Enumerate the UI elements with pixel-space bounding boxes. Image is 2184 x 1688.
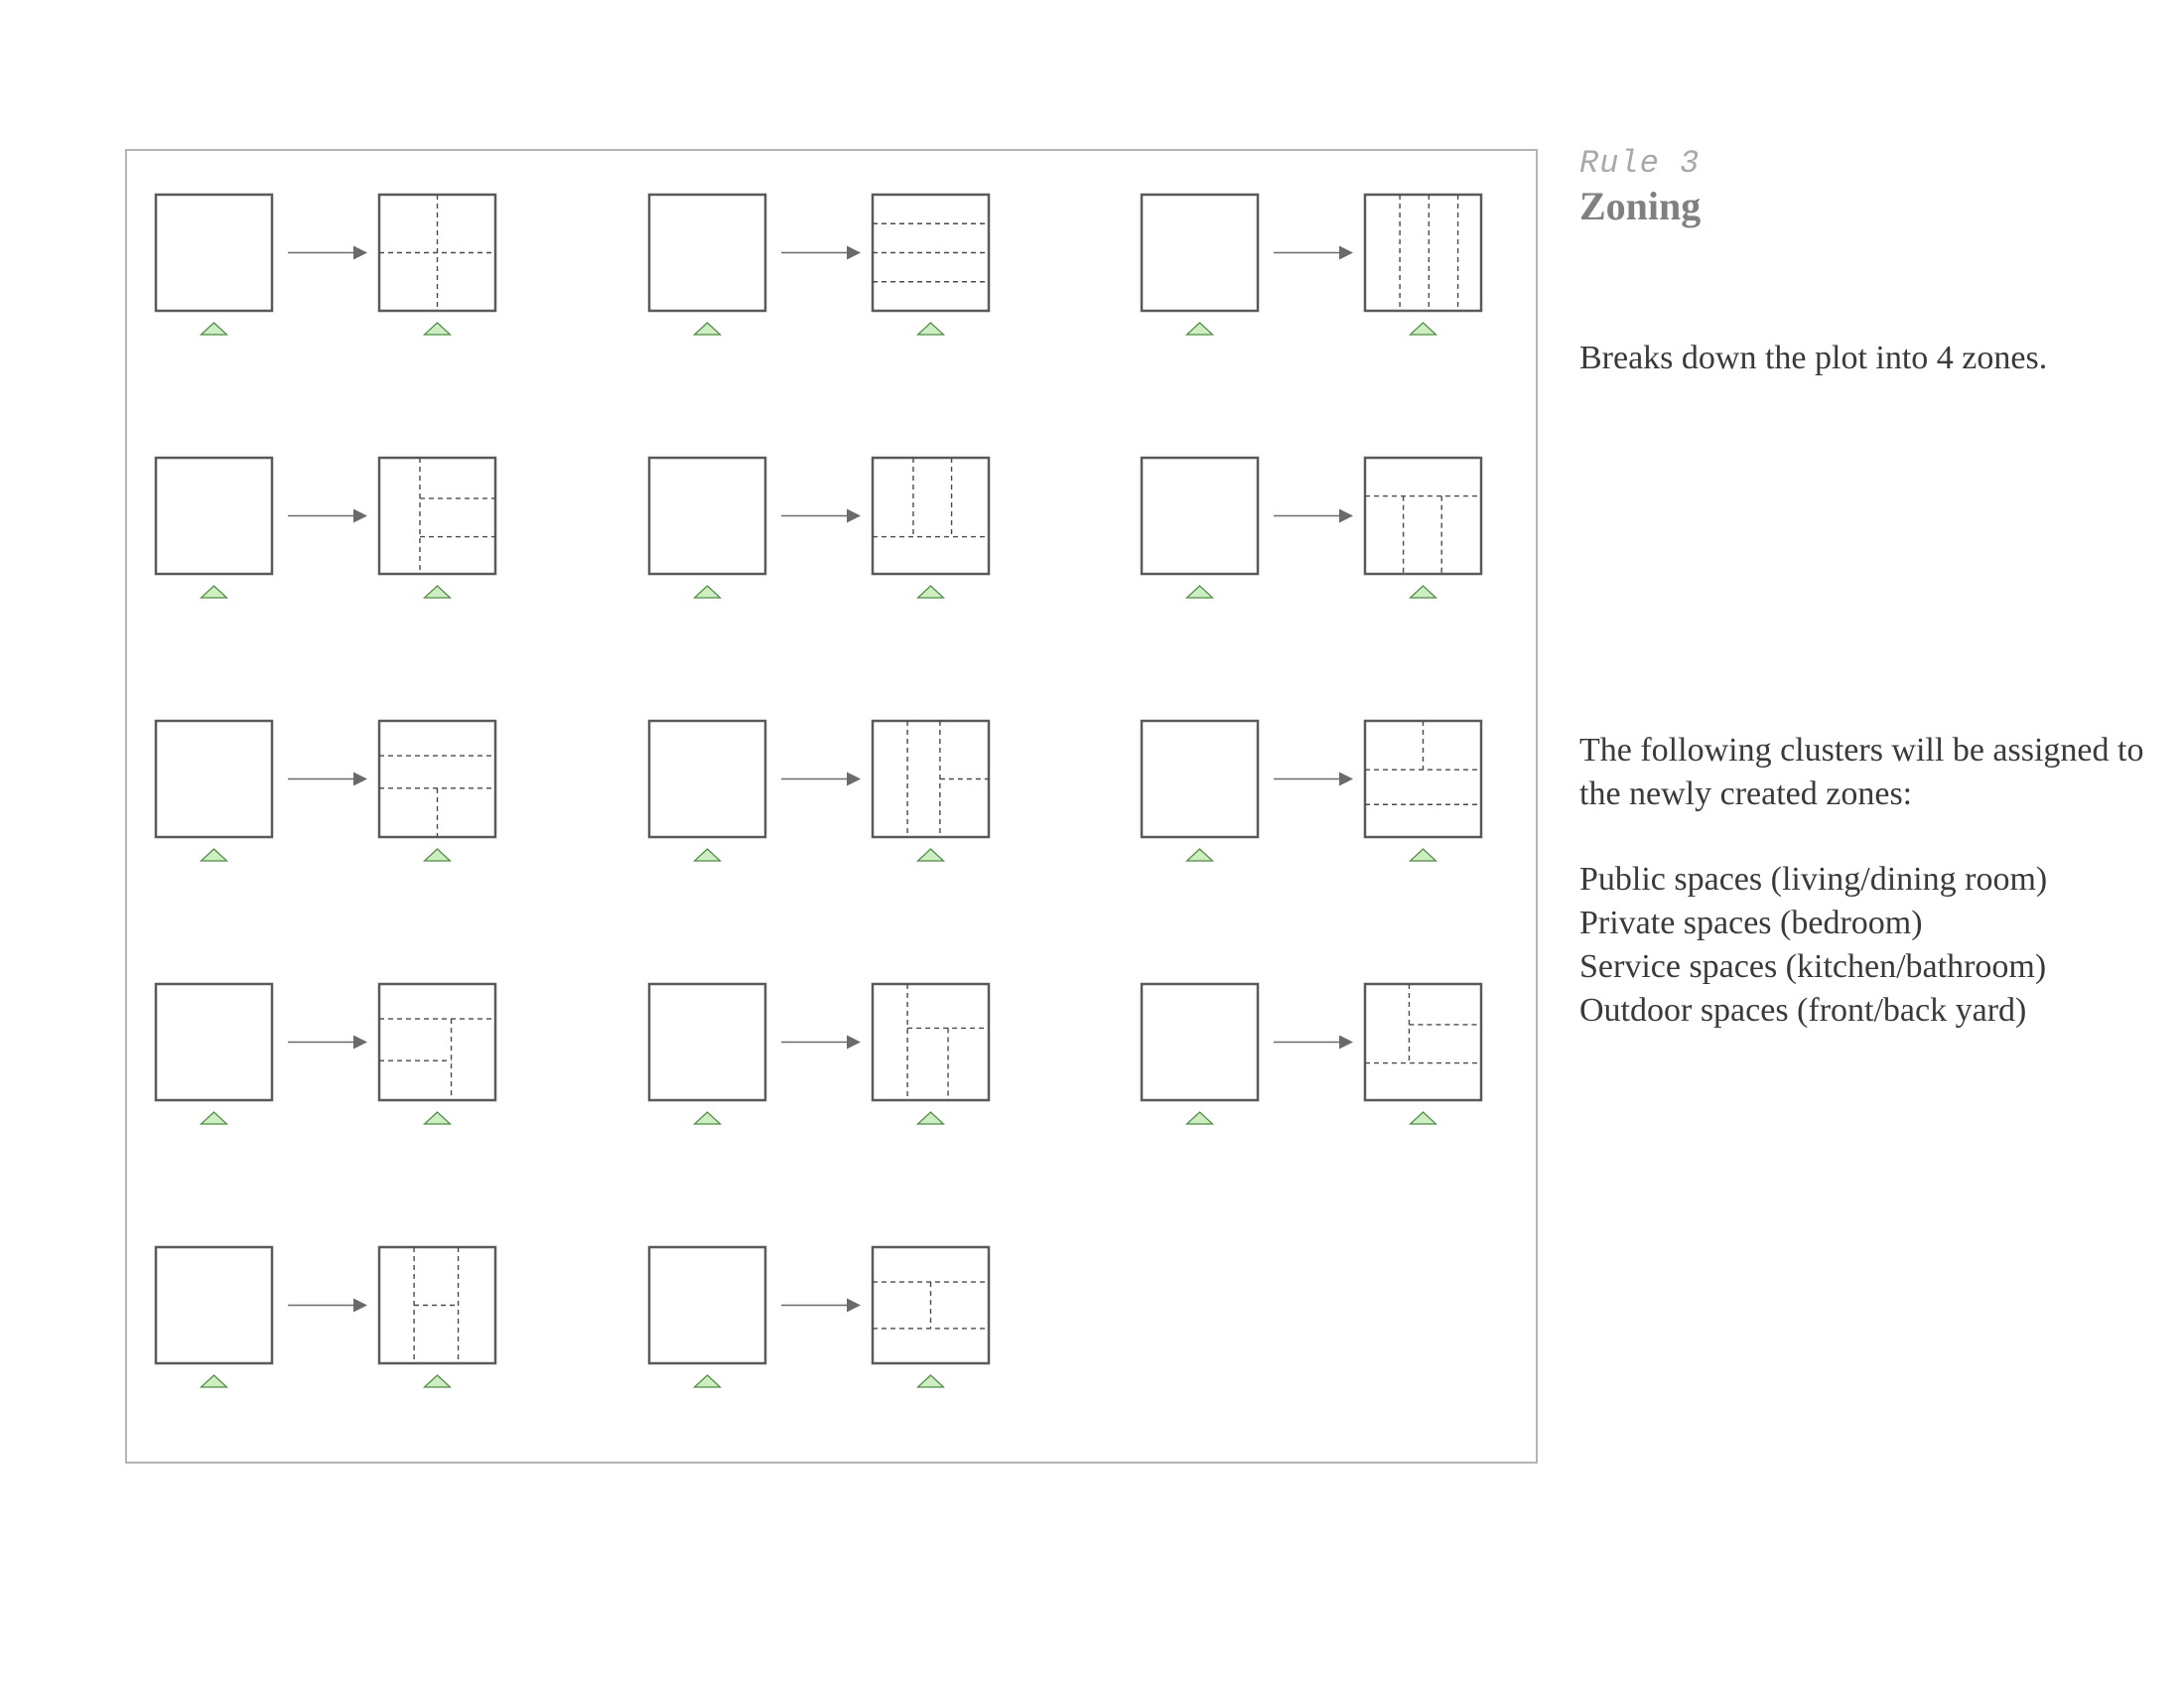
triangle-entrance-icon [695,586,721,598]
triangle-entrance-icon [695,849,721,861]
clusters-list [1579,858,2047,1033]
plot-before-square [649,195,765,311]
plot-before-square [156,458,272,574]
triangle-entrance-icon [425,323,451,335]
arrow-right-icon [847,509,861,523]
arrow-right-icon [353,246,367,260]
plot-after-square [379,1247,495,1363]
triangle-entrance-icon [918,1112,944,1124]
triangle-entrance-icon [1187,586,1213,598]
arrow-right-icon [1339,1036,1353,1050]
plot-before-square [649,984,765,1100]
plot-after-square [873,458,989,574]
cluster-item-private: Private spaces (bedroom) [1579,905,1923,941]
plot-before-square [156,195,272,311]
arrow-right-icon [1339,509,1353,523]
triangle-entrance-icon [1187,849,1213,861]
triangle-entrance-icon [1411,849,1436,861]
plot-after-square [873,984,989,1100]
triangle-entrance-icon [425,586,451,598]
rule-description: Breaks down the plot into 4 zones. [1579,340,2048,376]
plot-before-square [1142,195,1258,311]
triangle-entrance-icon [695,1375,721,1387]
triangle-entrance-icon [202,323,227,335]
diagram-border [126,150,1537,1463]
cluster-item-service: Service spaces (kitchen/bathroom) [1579,948,2047,985]
plot-before-square [649,721,765,837]
triangle-entrance-icon [425,1112,451,1124]
arrow-right-icon [353,1036,367,1050]
plot-after-square [379,458,495,574]
plot-before-square [1142,458,1258,574]
arrow-right-icon [847,246,861,260]
plot-after-square [1365,458,1481,574]
rule-title: Zoning [1579,184,1702,228]
plot-before-square [1142,721,1258,837]
triangle-entrance-icon [202,586,227,598]
triangle-entrance-icon [425,1375,451,1387]
triangle-entrance-icon [695,1112,721,1124]
arrow-right-icon [847,773,861,786]
arrow-right-icon [1339,246,1353,260]
rule-label: Rule 3 [1579,145,1701,182]
triangle-entrance-icon [1411,586,1436,598]
plot-before-square [649,1247,765,1363]
plot-before-square [156,984,272,1100]
triangle-entrance-icon [918,323,944,335]
plot-after-square [1365,721,1481,837]
arrow-right-icon [847,1036,861,1050]
arrow-right-icon [353,773,367,786]
arrow-right-icon [1339,773,1353,786]
plot-before-square [649,458,765,574]
triangle-entrance-icon [1411,1112,1436,1124]
triangle-entrance-icon [425,849,451,861]
triangle-entrance-icon [202,1112,227,1124]
arrow-right-icon [847,1299,861,1313]
plot-after-square [873,1247,989,1363]
triangle-entrance-icon [695,323,721,335]
arrow-right-icon [353,1299,367,1313]
triangle-entrance-icon [918,1375,944,1387]
triangle-entrance-icon [1411,323,1436,335]
plot-before-square [156,1247,272,1363]
triangle-entrance-icon [202,849,227,861]
triangle-entrance-icon [918,849,944,861]
plot-after-square [1365,984,1481,1100]
cluster-item-public: Public spaces (living/dining room) [1579,861,2048,898]
clusters-intro: The following clusters will be assigned to the newly created zones: [1579,732,2144,812]
plot-after-square [1365,195,1481,311]
cluster-item-outdoor: Outdoor spaces (front/back yard) [1579,992,2027,1029]
diagram-items [156,195,1481,1387]
triangle-entrance-icon [1187,323,1213,335]
plot-before-square [156,721,272,837]
triangle-entrance-icon [202,1375,227,1387]
triangle-entrance-icon [1187,1112,1213,1124]
plot-before-square [1142,984,1258,1100]
arrow-right-icon [353,509,367,523]
triangle-entrance-icon [918,586,944,598]
plot-after-square [379,984,495,1100]
